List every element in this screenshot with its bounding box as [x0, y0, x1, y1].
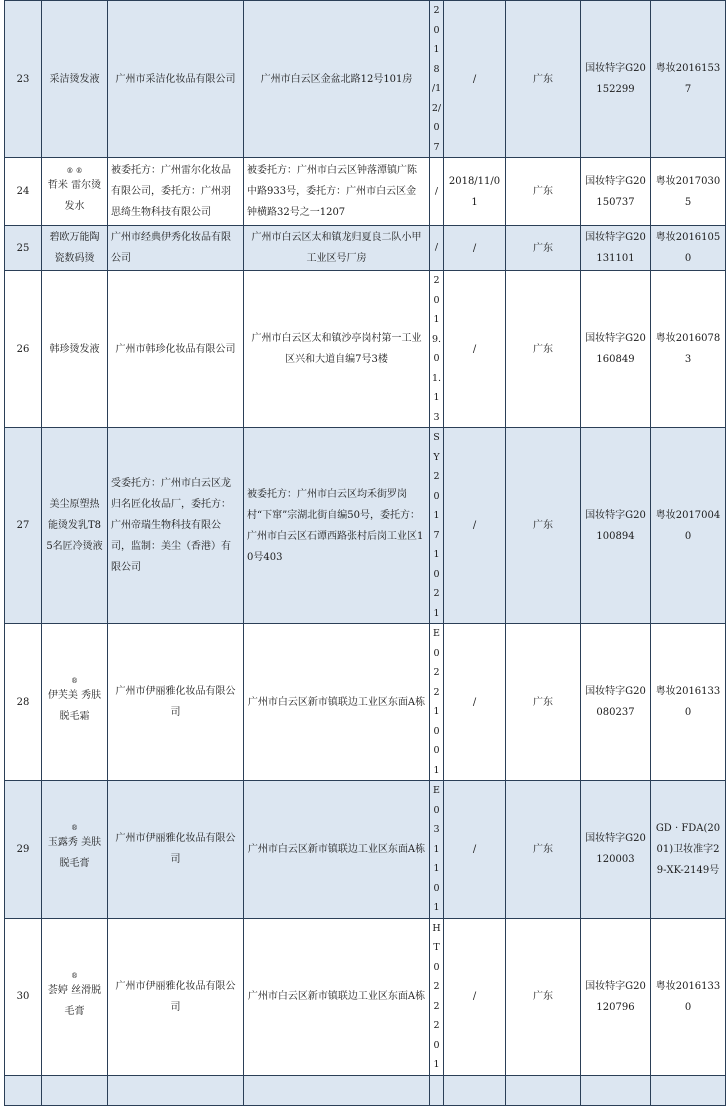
license-number: 粤妆20160783 [651, 271, 726, 428]
company-name: 被委托方：广州雷尔化妆品有限公司，委托方：广州羽思绮生物科技有限公司 [108, 158, 244, 226]
batch-number: E0 22 10 01 [430, 624, 444, 781]
row-number: 27 [5, 428, 42, 624]
product-name: 碧欧万能陶瓷数码烫 [42, 226, 108, 271]
license-number: 粤妆20161537 [651, 1, 726, 158]
province: 广东 [506, 271, 581, 428]
product-name: 采洁烫发液 [42, 1, 108, 158]
row-number: 25 [5, 226, 42, 271]
table-row [5, 781, 726, 919]
company-address: 被委托方：广州市白云区钟落潭镇广陈中路933号，委托方：广州市白云区金钟横路32号之一1207 [244, 158, 430, 226]
production-date: / [444, 918, 506, 1075]
province: 广东 [506, 226, 581, 271]
license-number: 粤妆20161050 [651, 226, 726, 271]
row-number: 23 [5, 1, 42, 158]
table-row [5, 428, 726, 624]
product-name: ® 荟婷 丝滑脱毛膏 [42, 918, 108, 1075]
company-name: 广州市采洁化妆品有限公司 [108, 1, 244, 158]
production-date: / [444, 271, 506, 428]
row-number: 24 [5, 158, 42, 226]
province: 广东 [506, 1, 581, 158]
registered-mark: ® [71, 824, 78, 833]
approval-number: 国妆特字G20080237 [581, 624, 651, 781]
row-number: 30 [5, 918, 42, 1075]
batch-number: 20 19. 01. 13 [430, 271, 444, 428]
license-number: GD · FDA(2001)卫妆准字29-XK-2149号 [651, 781, 726, 919]
batch-number: E0 31 10 1 [430, 781, 444, 919]
production-date: 2018/11/01 [444, 158, 506, 226]
license-number: 粤妆20161330 [651, 624, 726, 781]
company-name: 广州市经典伊秀化妆品有限公司 [108, 226, 244, 271]
production-date: / [444, 226, 506, 271]
company-address: 被委托方：广州市白云区均禾街罗岗村“下窜”宗湖北街自编50号，委托方：广州市白云区石谭西路张村后岗工业区10号403 [244, 428, 430, 624]
product-name: 韩珍烫发液 [42, 271, 108, 428]
company-name: 广州市伊丽雅化妆品有限公司 [108, 918, 244, 1075]
province: 广东 [506, 918, 581, 1075]
company-address: 广州市白云区新市镇联边工业区东面A栋 [244, 781, 430, 919]
approval-number: 国妆特字G20100894 [581, 428, 651, 624]
registered-mark: ® [71, 971, 78, 980]
production-date: / [444, 624, 506, 781]
approval-number: 国妆特字G20120796 [581, 918, 651, 1075]
cosmetics-table [4, 0, 726, 1106]
product-name: 美尘原塑热能烫发乳T85名匠冷烫液 [42, 428, 108, 624]
batch-number: SY 20 17 10 21 [430, 428, 444, 624]
province: 广东 [506, 781, 581, 919]
company-name: 广州市伊丽雅化妆品有限公司 [108, 624, 244, 781]
production-date: / [444, 781, 506, 919]
registered-mark: ® [71, 677, 78, 685]
province: 广东 [506, 624, 581, 781]
registered-mark: ® ® [66, 166, 83, 175]
batch-number: / [430, 226, 444, 271]
row-number: 26 [5, 271, 42, 428]
batch-number: 20 18 /1 2/ 07 [430, 1, 444, 158]
province: 广东 [506, 428, 581, 624]
product-name: ® 伊芙美 秀肤脱毛霜 [42, 624, 108, 781]
company-address: 广州市白云区新市镇联边工业区东面A栋 [244, 624, 430, 781]
row-number: 29 [5, 781, 42, 919]
table-row [5, 271, 726, 428]
table-row [5, 624, 726, 781]
row-number: 28 [5, 624, 42, 781]
production-date: / [444, 1, 506, 158]
company-address: 广州市白云区金盆北路12号101房 [244, 1, 430, 158]
company-address: 广州市白云区太和镇龙归夏良二队小甲工业区号厂房 [244, 226, 430, 271]
document-page [4, 0, 721, 1070]
batch-number: / [430, 158, 444, 226]
company-name: 广州市韩珍化妆品有限公司 [108, 271, 244, 428]
license-number: 粤妆20170040 [651, 428, 726, 624]
batch-number: H T0 22 20 1 [430, 918, 444, 1075]
company-address: 广州市白云区太和镇沙亭岗村第一工业区兴和大道自编7号3楼 [244, 271, 430, 428]
table-row [5, 158, 726, 226]
approval-number: 国妆特字G20131101 [581, 226, 651, 271]
company-name: 受委托方：广州市白云区龙归名匠化妆品厂，委托方：广州帝瑞生物科技有限公司，监制：美尘（香港）有限公司 [108, 428, 244, 624]
company-address: 广州市白云区新市镇联边工业区东面A栋 [244, 918, 430, 1075]
license-number: 粤妆20170305 [651, 158, 726, 226]
approval-number: 国妆特字G20150737 [581, 158, 651, 226]
product-name: ® ® 哲米 雷尔烫发水 [42, 158, 108, 226]
table-row [5, 918, 726, 1075]
approval-number: 国妆特字G20152299 [581, 1, 651, 158]
license-number: 粤妆20161330 [651, 918, 726, 1075]
approval-number: 国妆特字G20120003 [581, 781, 651, 919]
product-name: ® 玉露秀 美肤脱毛膏 [42, 781, 108, 919]
table-row [5, 1075, 726, 1105]
approval-number: 国妆特字G20160849 [581, 271, 651, 428]
table-row [5, 226, 726, 271]
production-date: / [444, 428, 506, 624]
company-name: 广州市伊丽雅化妆品有限公司 [108, 781, 244, 919]
table-row [5, 1, 726, 158]
province: 广东 [506, 158, 581, 226]
